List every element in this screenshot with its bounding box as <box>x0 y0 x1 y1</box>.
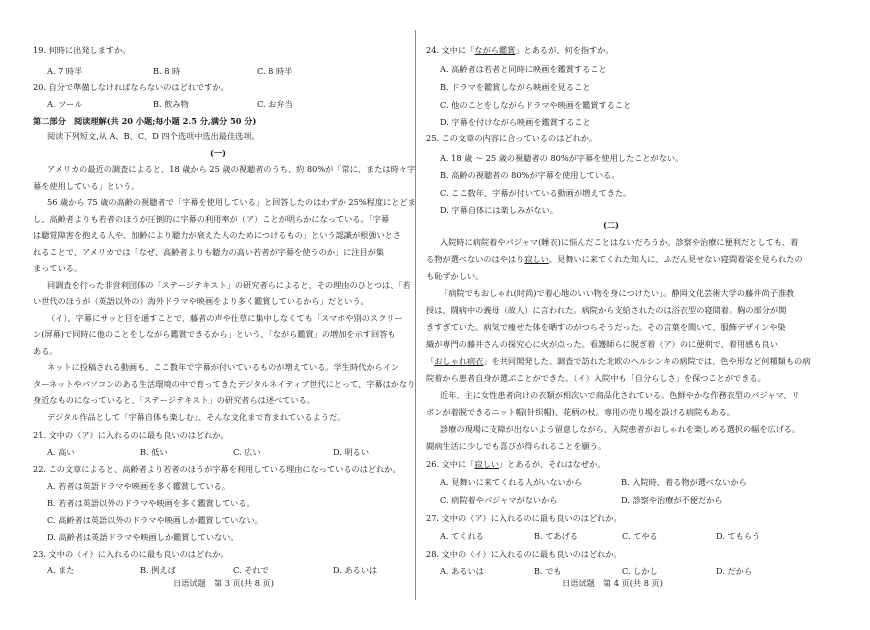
q19-option-b: B. 8 時 <box>153 66 181 76</box>
q21-option-a: A. 高い <box>47 447 75 457</box>
q22-option-a: A. 若者は英語ドラマや映画を多く鑑賞している。 <box>47 481 231 491</box>
part2-title: 第二部分 阅读理解(共 20 小题;每小题 2.5 分,满分 50 分) <box>33 116 257 126</box>
passage2-p2-line1: 「病院でもおしゃれ(时尚)で着心地のいい物を身につけたい」。静岡文化芸術大学の藤井尚子准教 <box>440 288 795 298</box>
passage1-p2-line3: は聴覚障害を抱える人や、加齢により聴力が衰えた人のためにつけるもの」という認識が根強いとさ <box>33 230 402 240</box>
part2-instruction: 阅读下列短文,从 A、B、C、D 四个选项中选出最佳选项。 <box>47 131 260 141</box>
q24-option-c: C. 他のことをしながらドラマや映画を鑑賞すること <box>440 100 632 110</box>
q27-option-c: C. てやる <box>622 531 658 541</box>
q24-option-b: B. ドラマを鑑賞しながら映画を見ること <box>440 82 591 92</box>
passage1-p2-line1: 56 歳から 75 歳の高齢の視聴者で「字幕を使用している」と回答したのはわずか 25%程度にとどま <box>47 197 416 207</box>
q22-option-d: D. 高齢者は英語ドラマや映画しか鑑賞していない。 <box>47 532 239 542</box>
right-page <box>426 0 831 630</box>
q25-option-a: A. 18 歳 ～ 25 歳の視聴者の 80%が字幕を使用したことがない。 <box>440 153 684 163</box>
q20-option-c: C. お弁当 <box>257 99 293 109</box>
q26-option-b: B. 入院時、着る物が選べないから <box>621 477 747 487</box>
passage2-p4-line1: 診療の現場に支障が出ないよう留意しながら、入院患者がおしゃれを楽しめる選択の幅を広げる。 <box>440 424 801 434</box>
q24-option-a: A. 高齢者は若者と同時に映画を鑑賞すること <box>440 64 607 74</box>
q21-option-d: D. 明るい <box>333 447 370 457</box>
page-footer-right: 日语试题 第 4 页(共 8 页) <box>562 578 663 588</box>
q27-text: 27. 文中の（ア）に入れるのに最も良いのはどれか。 <box>426 513 622 523</box>
q27-option-d: D. てもらう <box>716 531 761 541</box>
passage1-p4-line1: （イ）、字幕にサッと目を通すことで、藤者の声や仕草に集中しなくても「スマホや別のスクリー <box>47 313 403 323</box>
passage1-p5-line2: ターネットやパソコンのある生活環境の中で育ってきたデジタルネイティブ世代にとって、字幕はかなり <box>33 379 416 389</box>
passage2-p1-line2: る物が選べないのはやはり寂しい。見舞いに来てくれた知人に、ふだん見せない寝間着姿を見られたの <box>426 254 803 264</box>
q28-option-b: B. でも <box>534 566 562 576</box>
q28-option-a: A. あるいは <box>440 566 484 576</box>
q23-text: 23. 文中の（イ）に入れるのに最も良いのはどれか。 <box>33 549 229 559</box>
q26-option-a: A. 見舞いに来てくれる人がいないから <box>440 477 583 487</box>
passage2-p2-line3: きすぎていた。病気で痩せた体を晒すのがつらそうだった。その言葉を聞いて、服飾デザインや染 <box>426 322 786 332</box>
q22-option-b: B. 若者は英語以外のドラマや映画を多く鑑賞している。 <box>47 498 255 508</box>
q20-option-b: B. 飲み物 <box>153 99 189 109</box>
page-footer-left: 日语试题 第 3 页(共 8 页) <box>173 578 274 588</box>
section-2-heading: (二) <box>603 220 619 230</box>
q26-text: 26. 文中に「寂しい」とあるが、それはなぜか。 <box>426 459 606 469</box>
q23-option-d: D. あるいは <box>333 565 378 575</box>
q23-option-c: C. それで <box>233 565 269 575</box>
q20-option-a: A. ツール <box>47 99 83 109</box>
passage2-p2-line2: 授は、闘病中の義母（故人）に言われた。病院から支給されたのは浴衣型の寝間着。胸の部分が開 <box>426 305 787 315</box>
passage2-p3-line2: ボンが着脱できるニット帽(针织帽)、花柄の杖。専用の売り場を設ける病院もある。 <box>426 407 735 417</box>
q26-option-c: C. 病院着やパジャマがないから <box>440 495 558 505</box>
passage1-p2-line4: れることで、アメリカでは「なぜ、高齢者よりも聴力の高い若者が字幕を使うのか」に注目が集 <box>33 247 385 257</box>
passage2-p2-line5: 「おしゃれ病衣」を共同開発した。調査で訪れた北欧のヘルシンキの病院では、色や形など何種類もの病 <box>426 356 811 366</box>
passage1-p4-line2: ン(屏幕)で同時に他のことをしながら鑑賞できるから」という、「ながら鑑賞」の増加を示す回答も <box>33 329 396 339</box>
q21-option-c: C. 広い <box>233 447 261 457</box>
passage1-p1-line1: アメリカの最近の調査によると、18 歳から 25 歳の視聴者のうち、約 80%が「常に、または時々字 <box>47 164 416 174</box>
passage2-p3-line1: 近年、主に女性患者向けの衣類が相次いで商品化されている。色鮮やかな作務衣型のパジャマ、リ <box>440 390 800 400</box>
q19-option-a: A. 7 時半 <box>47 66 83 76</box>
q21-text: 21. 文中の（ア）に入れるのに最も良いのはどれか。 <box>33 430 229 440</box>
q21-option-b: B. 低い <box>140 447 168 457</box>
q28-text: 28. 文中の（イ）に入れるのに最も良いのはどれか。 <box>426 549 622 559</box>
passage2-p2-line4: 織が専門の藤井さんの探究心に火が点った。看護師らに脱ぎ着（ア）のに便利で、着用感も良い <box>426 339 778 349</box>
passage2-p2-line6: 院着から患者自身が選ぶことができた。（イ）入院中も「自分らしさ」を保つことができる。 <box>426 373 766 383</box>
passage1-p1-line2: 幕を使用している」という。 <box>33 181 140 191</box>
q27-option-a: A. てくれる <box>440 531 484 541</box>
passage1-p6: デジタル作品として「字幕自体も楽しむ」、そんな文化まで育まれているようだ。 <box>47 412 346 422</box>
q25-option-c: C. ここ数年、字幕が付いている動画が増えてきた。 <box>440 188 632 198</box>
q22-option-c: C. 高齢者は英語以外のドラマや映画しか鑑賞していない。 <box>47 515 263 525</box>
passage1-p4-line3: ある。 <box>33 346 58 356</box>
passage1-p2-line5: まっている。 <box>33 263 83 273</box>
passage2-p4-line2: 闘病生活に少しでも喜びが得られることを願う。 <box>426 441 607 451</box>
q22-text: 22. この文章によると、高齢者より若者のほうが字幕を利用している理由になっているのはどれか。 <box>33 464 401 474</box>
passage2-p1-line1: 入院時に病院着やパジャマ(睡衣)に悩んだことはないだろうか。診察や治療に便利だとしても、着 <box>440 237 799 247</box>
q23-option-a: A. また <box>47 565 75 575</box>
q25-text: 25. この文章の内容に合っているのはどれか。 <box>426 133 598 143</box>
q24-text: 24. 文中に「ながら鑑賞」とあるが、何を指すか。 <box>426 45 614 55</box>
q23-option-b: B. 例えば <box>140 565 176 575</box>
q27-option-b: B. てあげる <box>534 531 578 541</box>
q28-option-d: D. だから <box>716 566 753 576</box>
q24-option-d: D. 字幕を付けながら映画を鑑賞すること <box>440 117 591 127</box>
passage2-p1-line3: も恥ずかしい。 <box>426 271 484 281</box>
q20-text: 20. 自分で準備しなければならないのはどれですか。 <box>33 82 229 92</box>
passage1-p5-line3: 身近なものになっていると、「ステージテキスト」の研究者らは述べている。 <box>33 395 315 405</box>
q28-option-c: C. しかし <box>622 566 658 576</box>
passage1-p2-line2: し、高齢者よりも若者のほうが圧倒的に字幕の利用率が（ア）ことが明らかになっている。「字幕 <box>33 214 390 224</box>
passage1-p5-line1: ネットに投稿される動画も、ここ数年で字幕が付いているものが増えている。学生時代からイン <box>47 362 400 372</box>
passage1-p3-line2: い世代のほうが（英語以外の）海外ドラマや映画をより多く鑑賞しているから」だという。 <box>33 296 369 306</box>
q19-text: 19. 何時に出発しますか。 <box>33 45 131 55</box>
section-1-heading: (一) <box>210 148 226 158</box>
q19-option-c: C. 8 時半 <box>257 66 293 76</box>
q26-option-d: D. 診察や治療が不便だから <box>621 495 723 505</box>
q25-option-b: B. 高齢の視聴者の 80%が字幕を使用している。 <box>440 170 620 180</box>
q25-option-d: D. 字幕自体には楽しみがない。 <box>440 205 558 215</box>
passage1-p3-line1: 同調査を行った非営利団体の「ステージテキスト」の研究者らによると、その理由のひとつは、「若 <box>47 280 411 290</box>
left-page <box>33 0 438 630</box>
